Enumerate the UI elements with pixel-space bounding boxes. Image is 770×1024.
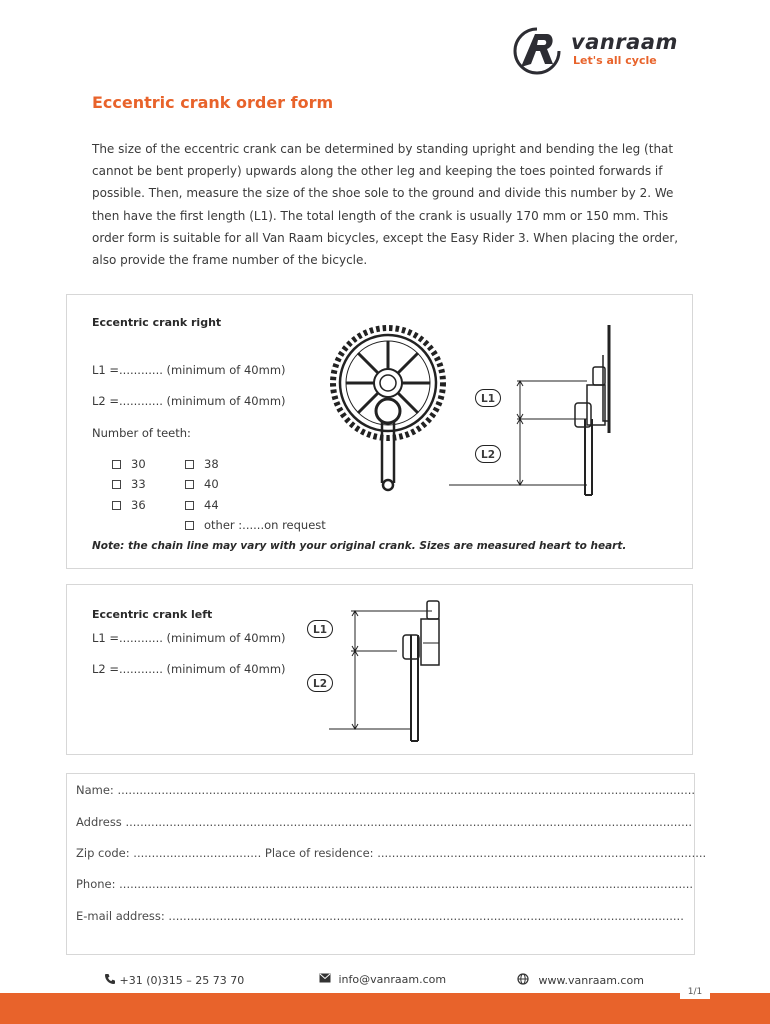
right-l1-field[interactable]: L1 =............ (minimum of 40mm) [92,363,286,377]
page-title: Eccentric crank order form [92,93,334,112]
teeth-option-other[interactable]: other :......on request [185,518,326,532]
brand-logo-mark [507,26,567,76]
checkbox[interactable] [112,460,121,469]
l2-callout: L2 [475,445,501,463]
brand-logo [507,26,687,76]
right-crank-heading: Eccentric crank right [92,316,222,329]
left-crank-section [66,584,693,755]
right-crank-profile-illustration [387,323,647,503]
phone-icon [104,973,116,985]
teeth-label: Number of teeth: [92,426,191,440]
l1-callout: L1 [475,389,501,407]
footer-web[interactable]: www.vanraam.com [517,973,644,987]
checkbox[interactable] [112,480,121,489]
footer-phone: +31 (0)315 – 25 73 70 [104,973,244,987]
left-crank-heading: Eccentric crank left [92,608,213,621]
address-field[interactable]: Address ........................................................................................................................................................... [76,815,693,829]
contact-section [66,773,695,955]
intro-text: The size of the eccentric crank can be determined by standing upright and bending the leg (that cannot be bent properly) upwards along the other leg and keeping the toes pointed forwards if possible. Then, measure the size of the shoe sole to the ground and divide this number by 2. We then have the first length (L1). The total length of the crank is usually 170 mm or 150 mm. This order form is suitable for all Van Raam bicycles, except the Easy Rider 3. When placing the order, also provide the frame number of the bicycle. [92,142,679,268]
footer-bar [0,993,770,1024]
checkbox[interactable] [112,501,121,510]
mail-icon [319,973,331,983]
page-number: 1/1 [680,985,710,999]
email-field[interactable]: E-mail address: ............................................................................................................................................. [76,909,684,923]
zip-residence-field[interactable]: Zip code: ................................... Place of residence: .......................................................................................... [76,846,707,860]
checkbox[interactable] [185,521,194,530]
teeth-option-33[interactable]: 33 [112,477,146,491]
teeth-option-36[interactable]: 36 [112,498,146,512]
teeth-option-38[interactable]: 38 [185,457,219,471]
left-l1-callout: L1 [307,620,333,638]
brand-tagline: Let's all cycle [573,54,657,67]
globe-icon [517,973,529,985]
name-field[interactable]: Name: .............................................................................................................................................................. [76,783,696,797]
phone-field[interactable]: Phone: ............................................................................................................................................................. [76,877,694,891]
left-l2-callout: L2 [307,674,333,692]
brand-name: vanraam [571,30,678,54]
teeth-option-30[interactable]: 30 [112,457,146,471]
teeth-option-44[interactable]: 44 [185,498,219,512]
chain-line-note: Note: the chain line may vary with your original crank. Sizes are measured heart to heart. [92,540,627,552]
left-l2-field[interactable]: L2 =............ (minimum of 40mm) [92,662,286,676]
checkbox[interactable] [185,480,194,489]
right-crank-section [66,294,693,569]
footer-email[interactable]: info@vanraam.com [319,973,446,986]
left-l1-field[interactable]: L1 =............ (minimum of 40mm) [92,631,286,645]
checkbox[interactable] [185,460,194,469]
checkbox[interactable] [185,501,194,510]
left-crank-profile-illustration [327,595,457,745]
teeth-option-40[interactable]: 40 [185,477,219,491]
right-l2-field[interactable]: L2 =............ (minimum of 40mm) [92,394,286,408]
